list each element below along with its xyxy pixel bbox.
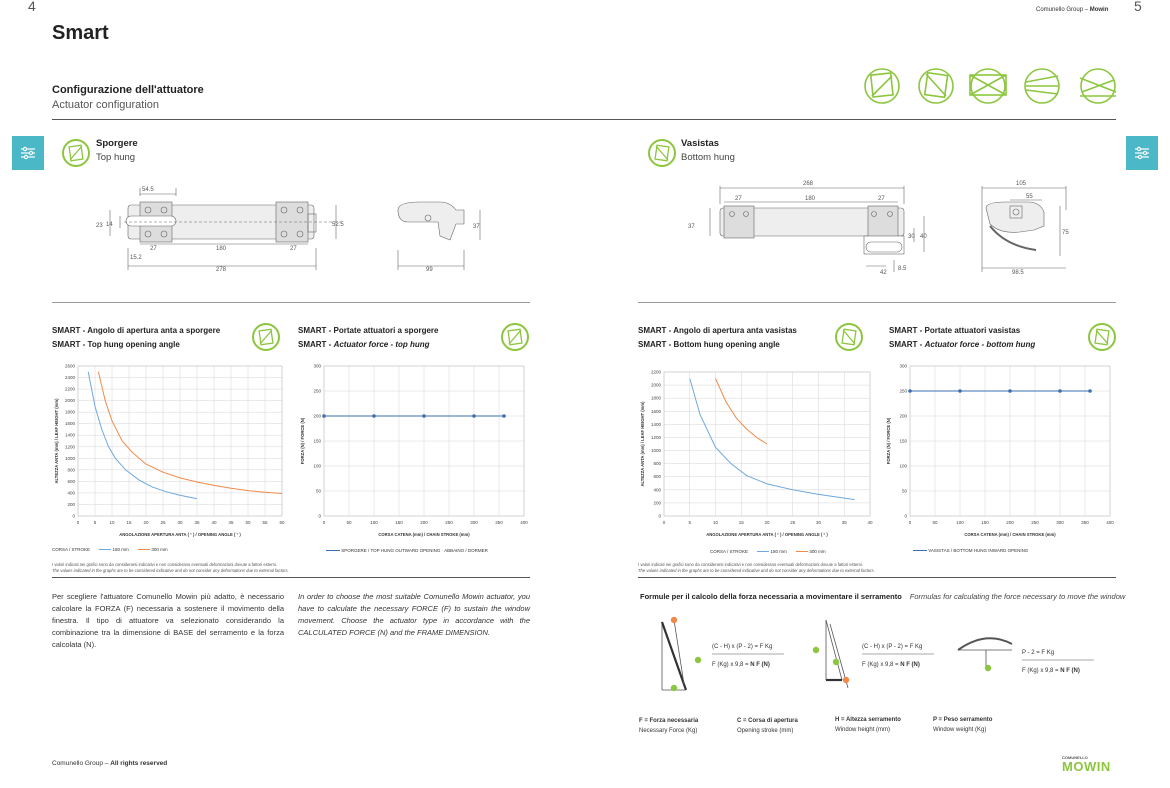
y-tick-label: 1400 <box>64 432 75 438</box>
force-p-marker <box>833 659 839 665</box>
chart1-title: SMART - Angolo di apertura anta a sporgere SMART - Top hung opening angle <box>52 326 221 349</box>
bottom-hung-title: Vasistas <box>681 138 720 149</box>
y-tick-label: 2400 <box>64 375 75 381</box>
y-tick-label: 50 <box>901 488 907 494</box>
x-axis-label: CORSA CATENA (mm) / CHAIN STROKE (mm) <box>964 532 1056 537</box>
x-tick-label: 200 <box>1006 520 1014 525</box>
x-tick-label: 55 <box>262 520 268 525</box>
y-tick-label: 0 <box>904 513 907 519</box>
data-point <box>1058 389 1062 393</box>
y-tick-label: 2000 <box>650 382 661 388</box>
bottom-hung-technical-drawing <box>680 176 1100 280</box>
y-tick-label: 400 <box>67 490 75 496</box>
x-tick-label: 50 <box>932 520 938 525</box>
x-axis-label: ANGOLAZIONE APERTURA ANTA ( ° ) / OPENING ANGLE ( ° ) <box>706 532 828 537</box>
x-tick-label: 10 <box>712 520 719 525</box>
formula1-top: (C - H) x (P - 2) = F Kg <box>712 644 773 650</box>
formula-legend-h: H = Altezza serramento Window height (mm) <box>835 717 901 733</box>
x-tick-label: 45 <box>228 520 234 525</box>
x-tick-label: 40 <box>867 520 873 525</box>
y-tick-label: 800 <box>67 467 75 473</box>
x-tick-label: 200 <box>420 520 428 525</box>
dim-label: 42 <box>880 270 887 276</box>
x-axis-label: ANGOLAZIONE APERTURA ANTA ( ° ) / OPENING ANGLE ( ° ) <box>119 532 241 537</box>
dim-label: 52.5 <box>332 222 344 228</box>
chart-bottom-hung-angle <box>638 366 876 542</box>
y-tick-label: 250 <box>899 388 907 394</box>
y-tick-label: 100 <box>899 463 907 469</box>
dim-label: 278 <box>216 267 227 273</box>
top-hung-subtitle: Top hung <box>96 152 136 163</box>
x-tick-label: 60 <box>279 520 285 525</box>
formula2-top: (C - H) x (P - 2) = F Kg <box>862 644 923 650</box>
y-tick-label: 200 <box>899 413 907 419</box>
force-h-marker <box>695 657 701 663</box>
dim-label: 180 <box>805 196 816 202</box>
data-point <box>422 414 426 418</box>
x-tick-label: 300 <box>470 520 478 525</box>
formula3-top: P - 2 = F Kg <box>1022 650 1055 656</box>
y-tick-label: 250 <box>313 388 321 394</box>
section-subtitle: Actuator configuration <box>52 99 160 111</box>
dim-label: 268 <box>803 181 814 187</box>
dim-label: 55 <box>1026 194 1033 200</box>
x-tick-label: 350 <box>1081 520 1089 525</box>
y-tick-label: 1800 <box>64 409 75 415</box>
top-hung-small-icon <box>252 323 280 351</box>
x-tick-label: 20 <box>143 520 149 525</box>
bottom-hung-small-icon <box>1088 323 1116 351</box>
series-line <box>690 379 855 500</box>
x-tick-label: 50 <box>245 520 251 525</box>
mowin-logo: COMUNELLO MOWIN <box>1062 755 1111 774</box>
dim-label: 54.5 <box>142 187 154 193</box>
dim-label: 105 <box>1016 181 1027 187</box>
top-hung-technical-drawing <box>80 180 500 280</box>
y-axis-label: ALTEZZA ANTA (mm) / LEAF HEIGHT (mm) <box>640 401 645 487</box>
data-point <box>322 414 326 418</box>
formula-diagrams <box>650 610 1110 710</box>
x-tick-label: 0 <box>76 520 80 525</box>
y-tick-label: 600 <box>67 478 75 484</box>
formula-legend-p: P = Peso serramento Window weight (Kg) <box>933 717 993 733</box>
chart-notes-right: I valori indicati nei grafici sono da considerarsi indicativi e non considerano eventuali deformazioni dovute a fattori esterni. The values indicated in the graphs are to be considered indicative and do not consider any deformations due to external factors. <box>638 562 875 573</box>
chart2-legend: SPORGERE / TOP HUNG OUTWARD OPENING · ABBAINO / DORMER <box>326 548 488 553</box>
y-axis-label: FORZA (N) / FORCE (N) <box>886 417 891 465</box>
x-tick-label: 150 <box>981 520 989 525</box>
legend-swatch <box>913 550 927 551</box>
page-number-left: 4 <box>28 0 36 14</box>
dim-label: 8.5 <box>898 266 907 272</box>
formula3-bottom: F (Kg) x 9,8 = N F (N) <box>1022 668 1080 674</box>
force-c-marker <box>671 617 677 623</box>
page-number-right: 5 <box>1134 0 1142 14</box>
y-tick-label: 2200 <box>650 369 661 375</box>
top-hung-icon <box>62 139 90 167</box>
y-tick-label: 1800 <box>650 395 661 401</box>
x-tick-label: 250 <box>445 520 453 525</box>
legend-swatch <box>757 551 769 552</box>
x-tick-label: 150 <box>395 520 403 525</box>
window-type-icons <box>862 66 1122 106</box>
dim-label: 14 <box>106 222 113 228</box>
x-tick-label: 0 <box>662 520 666 525</box>
chart2-title: SMART - Portate attuatori a sporgere SMART - Actuator force - top hung <box>298 326 439 349</box>
x-tick-label: 15 <box>126 520 132 525</box>
y-tick-label: 1400 <box>650 421 661 427</box>
dim-label: 27 <box>290 246 297 252</box>
y-tick-label: 200 <box>313 413 321 419</box>
top-hung-small-icon <box>501 323 529 351</box>
x-tick-label: 25 <box>790 520 796 525</box>
chart-top-hung-force <box>298 360 530 542</box>
body-text-italian: Per scegliere l'attuatore Comunello Mowin più adatto, è necessario calcolare la FORZA (F) necessaria a sostenere il movimento della finestra. Il tipo di attuatore va selezionato considerando la combinazione tra la dimensione di BASE del serramento e la forza calcolata (N). <box>52 592 284 649</box>
dim-label: 37 <box>473 224 480 230</box>
force-p-marker <box>671 685 677 691</box>
x-tick-label: 50 <box>346 520 352 525</box>
y-tick-label: 1200 <box>650 434 661 440</box>
y-tick-label: 2000 <box>64 398 75 404</box>
y-tick-label: 600 <box>653 474 661 480</box>
y-tick-label: 200 <box>653 500 661 506</box>
bottom-hung-icon <box>648 139 676 167</box>
y-axis-label: FORZA (N) / FORCE (N) <box>300 417 305 465</box>
formula-legend-f: F = Forza necessaria Necessary Force (Kg) <box>639 718 699 734</box>
chart3-title: SMART - Angolo di apertura anta vasistas SMART - Bottom hung opening angle <box>638 326 797 349</box>
dim-label: 30 <box>908 234 915 240</box>
legend-swatch <box>99 549 111 550</box>
x-axis-label: CORSA CATENA (mm) / CHAIN STROKE (mm) <box>378 532 470 537</box>
y-tick-label: 300 <box>313 363 321 369</box>
x-tick-label: 20 <box>764 520 770 525</box>
x-tick-label: 35 <box>194 520 200 525</box>
dim-label: 27 <box>735 196 742 202</box>
y-tick-label: 1600 <box>64 421 75 427</box>
chart1-legend: CORSA / STROKE 180 mm 300 mm <box>52 547 168 552</box>
force-p-marker <box>985 665 991 671</box>
divider-bottom-right <box>638 577 1116 578</box>
settings-icon <box>20 145 36 161</box>
dim-label: 27 <box>878 196 885 202</box>
dim-label: 99 <box>426 267 433 273</box>
x-tick-label: 100 <box>956 520 964 525</box>
x-tick-label: 30 <box>177 520 183 525</box>
side-tab-left[interactable] <box>12 136 44 170</box>
y-tick-label: 1200 <box>64 444 75 450</box>
y-tick-label: 800 <box>653 461 661 467</box>
dim-label: 37 <box>688 224 695 230</box>
y-tick-label: 150 <box>899 438 907 444</box>
x-tick-label: 0 <box>908 520 912 525</box>
dim-label: 15.2 <box>130 255 142 261</box>
top-hung-title: Sporgere <box>96 138 138 149</box>
x-tick-label: 400 <box>1106 520 1114 525</box>
y-tick-label: 1000 <box>64 455 75 461</box>
force-h-marker <box>813 647 819 653</box>
data-point <box>372 414 376 418</box>
x-tick-label: 25 <box>160 520 166 525</box>
formulas-heading: Formule per il calcolo della forza necessaria a movimentare il serramento Formulas for calculating the force necessary to move the window <box>640 592 1126 601</box>
body-text-english: In order to choose the most suitable Comunello Mowin actuator, you have to calculate the necessary FORCE (F) to sustain the window movement. Choose the actuator type in accordance with the CALCULATED FORCE (N) and the FRAME DIMENSION. <box>298 592 530 637</box>
force-c-marker <box>843 677 849 683</box>
x-tick-label: 100 <box>370 520 378 525</box>
chart3-legend: CORSA / STROKE 180 mm 300 mm <box>710 549 826 554</box>
chart-bottom-hung-force <box>884 360 1116 542</box>
settings-icon <box>1134 145 1150 161</box>
legend-swatch <box>138 549 150 550</box>
data-point <box>908 389 912 393</box>
dim-label: 75 <box>1062 230 1069 236</box>
x-tick-label: 35 <box>841 520 847 525</box>
bottom-hung-small-icon <box>835 323 863 351</box>
y-tick-label: 2200 <box>64 386 75 392</box>
side-tab-right[interactable] <box>1126 136 1158 170</box>
x-tick-label: 30 <box>815 520 822 525</box>
x-tick-label: 400 <box>520 520 528 525</box>
data-point <box>1088 389 1092 393</box>
data-point <box>472 414 476 418</box>
dim-label: 98.5 <box>1012 270 1024 276</box>
formula-legend-c: C = Corsa di apertura Opening stroke (mm) <box>737 718 798 734</box>
series-line <box>98 372 282 494</box>
data-point <box>1008 389 1012 393</box>
formula1-bottom: F (Kg) x 9,8 = N F (N) <box>712 662 770 668</box>
chart-top-hung-angle <box>52 360 288 542</box>
dim-label: 180 <box>216 246 227 252</box>
x-tick-label: 300 <box>1056 520 1064 525</box>
y-tick-label: 50 <box>315 488 321 494</box>
y-tick-label: 400 <box>653 487 661 493</box>
y-tick-label: 0 <box>72 513 75 519</box>
y-tick-label: 1000 <box>650 448 661 454</box>
y-tick-label: 0 <box>318 513 321 519</box>
y-tick-label: 200 <box>67 501 75 507</box>
chart4-legend: VASISTAS / BOTTOM HUNG INWARD OPENING <box>913 548 1028 553</box>
x-tick-label: 0 <box>322 520 326 525</box>
x-tick-label: 40 <box>211 520 217 525</box>
section-divider <box>52 119 1116 120</box>
x-tick-label: 5 <box>93 520 97 525</box>
chart-notes-left: I valori indicati nei grafici sono da considerarsi indicativi e non considerano eventuali deformazioni dovute a fattori esterni. The values indicated in the graphs are to be considered indicative and do not consider any deformations due to external factors. <box>52 562 289 573</box>
divider-left <box>52 302 530 303</box>
header-brand: Comunello Group – Mowin <box>1036 7 1109 13</box>
data-point <box>502 414 506 418</box>
chart4-title: SMART - Portate attuatori vasistas SMART - Actuator force - bottom hung <box>889 326 1036 349</box>
y-tick-label: 0 <box>658 513 661 519</box>
formula2-bottom: F (Kg) x 9,8 = N F (N) <box>862 662 920 668</box>
window-type-icons-svg <box>862 66 1122 106</box>
data-point <box>958 389 962 393</box>
y-tick-label: 1600 <box>650 408 661 414</box>
x-tick-label: 15 <box>738 520 744 525</box>
y-axis-label: ALTEZZA ANTA (mm) / LEAF HEIGHT (mm) <box>54 398 59 484</box>
y-tick-label: 150 <box>313 438 321 444</box>
legend-swatch <box>796 551 808 552</box>
x-tick-label: 250 <box>1031 520 1039 525</box>
divider-bottom-left <box>52 577 530 578</box>
y-tick-label: 100 <box>313 463 321 469</box>
page-title: Smart <box>52 22 109 44</box>
divider-right <box>638 302 1116 303</box>
legend-swatch <box>326 550 340 551</box>
x-tick-label: 350 <box>495 520 503 525</box>
footer-copyright: Comunello Group – All rights reserved <box>52 760 168 767</box>
bottom-hung-subtitle: Bottom hung <box>681 152 735 163</box>
dim-label: 27 <box>150 246 157 252</box>
dim-label: 23 <box>96 223 103 229</box>
y-tick-label: 300 <box>899 363 907 369</box>
y-tick-label: 2600 <box>64 363 75 369</box>
section-title: Configurazione dell'attuatore <box>52 84 204 96</box>
dim-label: 40 <box>920 234 927 240</box>
x-tick-label: 10 <box>109 520 115 525</box>
x-tick-label: 5 <box>688 520 692 525</box>
